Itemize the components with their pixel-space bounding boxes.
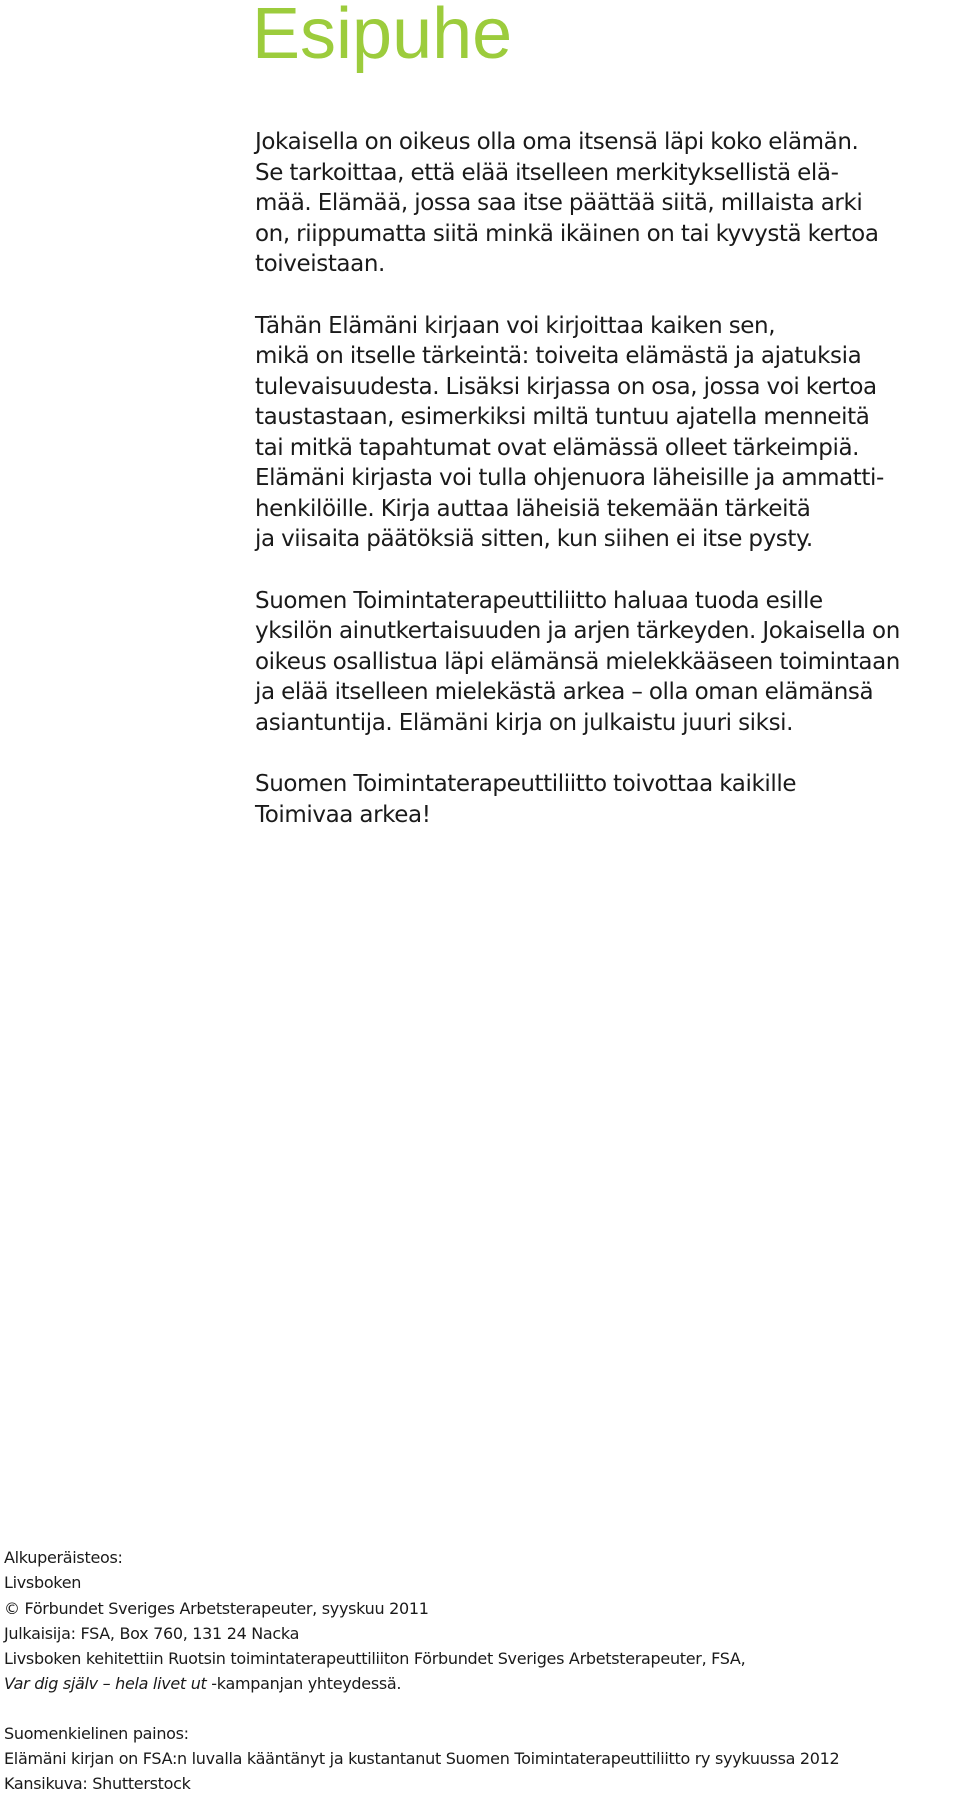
- credits-block: [4, 1545, 954, 1797]
- text-line: Toimivaa arkea!: [255, 801, 431, 828]
- text-line: Jokaisella on oikeus olla oma itsensä läpi koko elämän.: [255, 129, 859, 155]
- text-line: asiantuntija. Elämäni kirja on julkaistu juuri siksi.: [255, 709, 794, 736]
- text-line: mikä on itselle tärkeintä: toiveita elämästä ja ajatuksia: [255, 343, 862, 369]
- text-line: oikeus osallistua läpi elämänsä mielekkääseen toimintaan: [255, 648, 900, 675]
- text-line: on, riippumatta siitä minkä ikäinen on tai kyvystä kertoa: [255, 220, 879, 247]
- text-line: Tähän Elämäni kirjaan voi kirjoittaa kaiken sen,: [255, 312, 776, 339]
- paragraph: [255, 311, 945, 555]
- campaign-suffix: -kampanjan yhteydessä.: [206, 1674, 402, 1694]
- paragraph: [255, 769, 945, 830]
- text-line: Suomen Toimintaterapeuttiliitto toivottaa kaikille: [255, 771, 797, 797]
- text-line: Se tarkoittaa, että elää itselleen merkityksellistä elä-: [255, 159, 839, 186]
- finnish-edition-label: Suomenkielinen painos:: [4, 1723, 189, 1743]
- text-line: Elämäni kirjasta voi tulla ohjenuora läheisille ja ammatti-: [255, 465, 884, 491]
- text-line: tai mitkä tapahtumat ovat elämässä olleet tärkeimpiä.: [255, 434, 860, 461]
- copyright-line: © Förbundet Sveriges Arbetsterapeuter, syyskuu 2011: [4, 1598, 429, 1618]
- text-line: taustastaan, esimerkiksi miltä tuntuu ajatella menneitä: [255, 404, 870, 430]
- translation-line: Elämäni kirjan on FSA:n luvalla kääntänyt ja kustantanut Suomen Toimintaterapeuttiliitto ry syykuussa 2012: [4, 1749, 840, 1769]
- original-work-title: Livsboken: [4, 1573, 82, 1593]
- text-line: toiveistaan.: [255, 251, 385, 277]
- text-line: henkilöille. Kirja auttaa läheisiä tekemään tärkeitä: [255, 495, 811, 522]
- original-work-label: Alkuperäisteos:: [4, 1548, 123, 1567]
- development-line: Livsboken kehitettiin Ruotsin toimintaterapeuttiliiton Förbundet Sveriges Arbetsterapeuter, FSA,: [4, 1649, 746, 1669]
- publisher-line: Julkaisija: FSA, Box 760, 131 24 Nacka: [4, 1623, 300, 1643]
- spacer: [4, 1697, 954, 1721]
- text-line: tulevaisuudesta. Lisäksi kirjassa on osa, jossa voi kertoa: [255, 373, 877, 400]
- text-line: ja elää itselleen mielekästä arkea – olla oman elämänsä: [255, 679, 874, 705]
- page-title: Esipuhe: [252, 0, 513, 74]
- paragraph: [255, 127, 945, 280]
- text-line: mää. Elämää, jossa saa itse päättää siitä, millaista arki: [255, 190, 863, 216]
- campaign-line: [4, 1671, 954, 1696]
- text-line: yksilön ainutkertaisuuden ja arjen tärkeyden. Jokaisella on: [255, 618, 900, 644]
- campaign-name: Var dig själv – hela livet ut: [4, 1674, 207, 1694]
- text-line: ja viisaita päätöksiä sitten, kun siihen ei itse pysty.: [255, 526, 813, 552]
- preface-body: [255, 127, 945, 830]
- cover-credit: Kansikuva: Shutterstock: [4, 1774, 191, 1794]
- paragraph: [255, 586, 945, 739]
- text-line: Suomen Toimintaterapeuttiliitto haluaa tuoda esille: [255, 587, 823, 614]
